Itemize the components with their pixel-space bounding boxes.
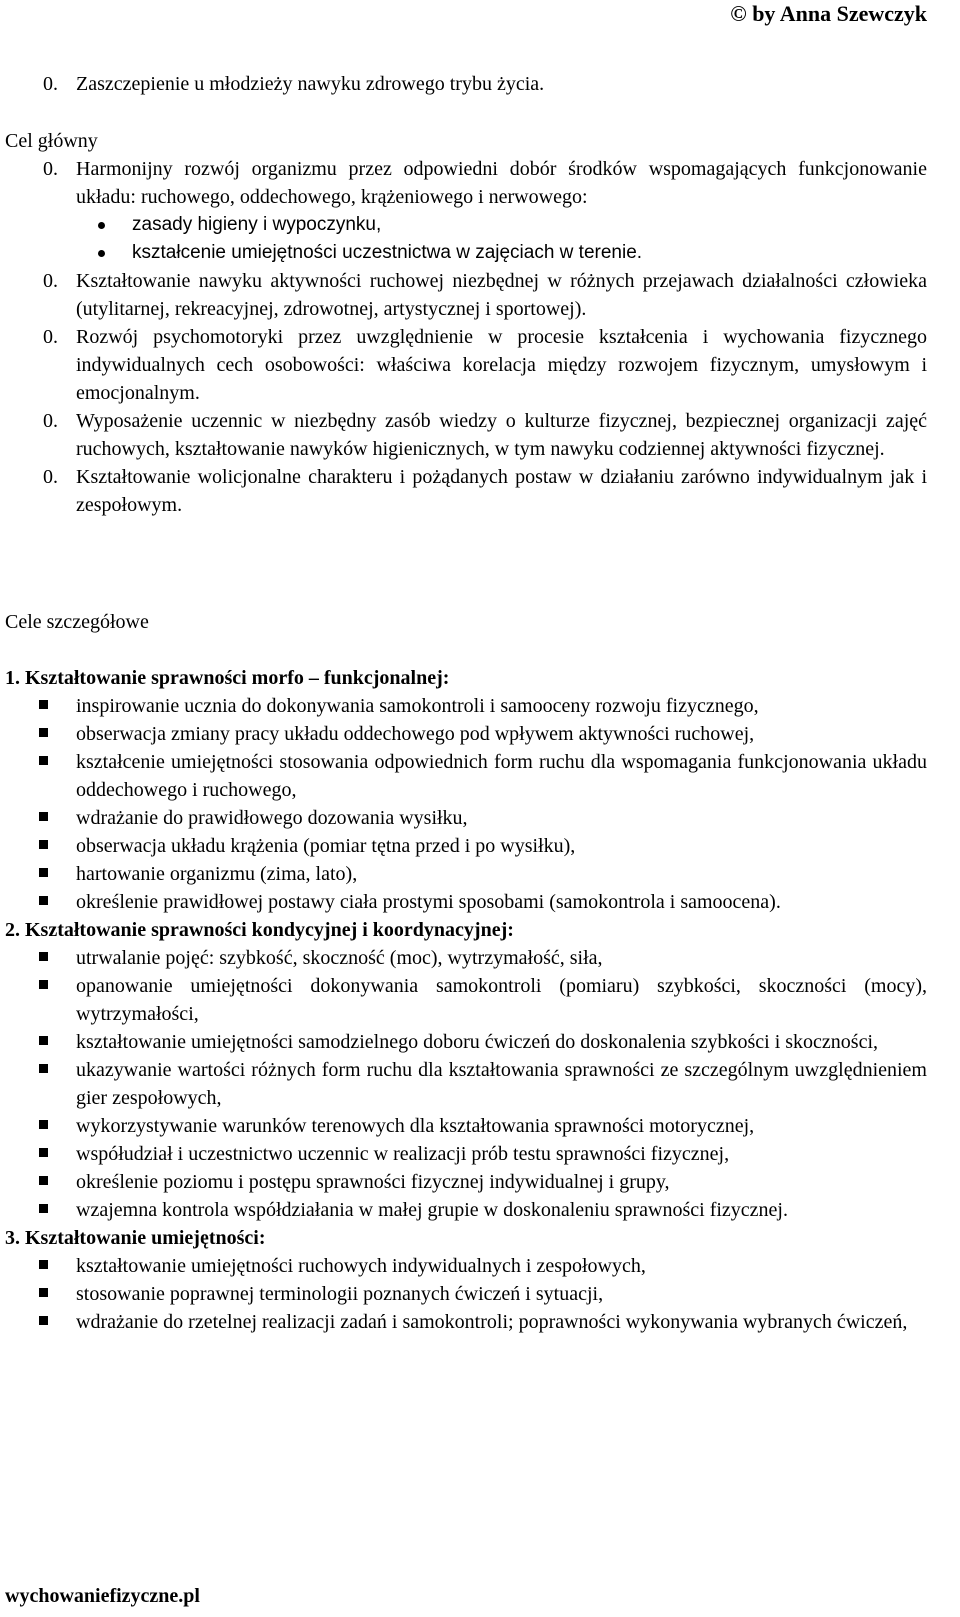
list-item	[5, 720, 927, 748]
list-item	[5, 832, 927, 860]
list-item-text: ukazywanie wartości różnych form ruchu dla kształtowania sprawności ze szczególnym uwzględnieniem gier zespołowych,	[76, 1059, 927, 1109]
list-item-text: wzajemna kontrola współdziałania w małej grupie w doskonaleniu sprawności fizycznej.	[76, 1199, 788, 1221]
copyright-credit: © by Anna Szewczyk	[730, 1, 927, 26]
list-item-text: kształcenie umiejętności stosowania odpowiednich form ruchu dla wspomagania funkcjonowania układu oddechowego i ruchowego,	[76, 751, 927, 801]
list-number: 0.	[43, 158, 58, 180]
section-title: 2. Kształtowanie sprawności kondycyjnej i koordynacyjnej:	[5, 919, 514, 941]
list-item-text: utrwalanie pojęć: szybkość, skoczność (moc), wytrzymałość, siła,	[76, 947, 603, 969]
list-item	[5, 211, 927, 239]
square-bullet-icon	[39, 1064, 48, 1073]
list-item	[5, 1140, 927, 1168]
square-bullet-icon	[39, 1288, 48, 1297]
list-item-text: kształtowanie umiejętności samodzielnego doboru ćwiczeń do doskonalenia szybkości i skoczności,	[76, 1031, 879, 1053]
bullet-list	[5, 211, 927, 267]
square-bullet-list	[5, 692, 927, 916]
list-item	[5, 860, 927, 888]
list-number: 0.	[43, 410, 58, 432]
list-item	[5, 239, 927, 267]
square-bullet-icon	[39, 812, 48, 821]
main-goal-item-text: Kształtowanie nawyku aktywności ruchowej niezbędnej w różnych przejawach działalności człowieka (utylitarnej, rekreacyjnej, zdrowotnej, artystycznej i sportowej).	[76, 270, 927, 320]
square-bullet-icon	[39, 896, 48, 905]
square-bullet-icon	[39, 1148, 48, 1157]
list-number: 0.	[43, 466, 58, 488]
square-bullet-icon	[39, 1204, 48, 1213]
list-item-text: kształcenie umiejętności uczestnictwa w zajęciach w terenie.	[132, 242, 643, 263]
square-bullet-icon	[39, 728, 48, 737]
square-bullet-icon	[39, 1260, 48, 1269]
list-item-text: określenie poziomu i postępu sprawności fizycznej indywidualnej i grupy,	[76, 1171, 670, 1193]
main-goal-heading: Cel główny	[5, 130, 98, 152]
list-item-text: obserwacja układu krążenia (pomiar tętna przed i po wysiłku),	[76, 835, 576, 857]
square-bullet-icon	[39, 1036, 48, 1045]
square-bullet-list	[5, 944, 927, 1224]
list-item	[5, 944, 927, 972]
main-goal-item	[5, 155, 927, 211]
list-item-text: zasady higieny i wypoczynku,	[132, 214, 382, 235]
list-item	[5, 1196, 927, 1224]
list-number: 0.	[43, 73, 58, 95]
bullet-icon	[98, 250, 105, 257]
specific-goals-heading: Cele szczegółowe	[5, 611, 149, 633]
list-item-text: stosowanie poprawnej terminologii poznanych ćwiczeń i sytuacji,	[76, 1283, 604, 1305]
intro-item	[5, 70, 960, 98]
list-item	[5, 1280, 927, 1308]
square-bullet-icon	[39, 756, 48, 765]
list-item	[5, 1308, 927, 1336]
square-bullet-icon	[39, 868, 48, 877]
main-goal-item	[5, 463, 927, 519]
list-item	[5, 972, 927, 1028]
main-goal-section	[5, 127, 927, 519]
list-item-text: obserwacja zmiany pracy układu oddechowego pod wpływem aktywności ruchowej,	[76, 723, 755, 745]
square-bullet-icon	[39, 1120, 48, 1129]
list-item	[5, 804, 927, 832]
list-item	[5, 1028, 927, 1056]
list-item-text: wdrażanie do prawidłowego dozowania wysiłku,	[76, 807, 468, 829]
footer-site: wychowaniefizyczne.pl	[5, 1585, 200, 1607]
square-bullet-icon	[39, 980, 48, 989]
list-item-text: kształtowanie umiejętności ruchowych indywidualnych i zespołowych,	[76, 1255, 646, 1277]
list-item	[5, 1056, 927, 1112]
list-item-text: wykorzystywanie warunków terenowych dla kształtowania sprawności motorycznej,	[76, 1115, 755, 1137]
main-goal-item-text: Kształtowanie wolicjonalne charakteru i pożądanych postaw w działaniu zarówno indywidualnym jak i zespołowym.	[76, 466, 927, 516]
list-item	[5, 1112, 927, 1140]
main-goal-item	[5, 323, 927, 407]
square-bullet-list	[5, 1252, 927, 1336]
square-bullet-icon	[39, 1176, 48, 1185]
intro-text: Zaszczepienie u młodzieży nawyku zdrowego trybu życia.	[76, 73, 545, 95]
main-goal-item-text: Harmonijny rozwój organizmu przez odpowiedni dobór środków wspomagających funkcjonowanie układu: ruchowego, oddechowego, krążeniowego i nerwowego:	[76, 158, 927, 208]
section-title: 1. Kształtowanie sprawności morfo – funkcjonalnej:	[5, 667, 450, 689]
main-goal-item-text: Rozwój psychomotoryki przez uwzględnienie w procesie kształcenia i wychowania fizycznego indywidualnych cech osobowości: właściwa korelacja między rozwojem fizycznym, umysłowym i emocjonalnym.	[76, 326, 927, 404]
list-item-text: opanowanie umiejętności dokonywania samokontroli (pomiaru) szybkości, skoczności (mocy), wytrzymałości,	[76, 975, 927, 1025]
list-item	[5, 1168, 927, 1196]
square-bullet-icon	[39, 952, 48, 961]
main-goal-item-text: Wyposażenie uczennic w niezbędny zasób wiedzy o kulturze fizycznej, bezpiecznej organizacji zajęć ruchowych, kształtowanie nawyków higienicznych, w tym nawyku codziennej aktywności fizycznej.	[76, 410, 927, 460]
square-bullet-icon	[39, 700, 48, 709]
list-number: 0.	[43, 326, 58, 348]
section-title: 3. Kształtowanie umiejętności:	[5, 1227, 266, 1249]
list-item-text: wdrażanie do rzetelnej realizacji zadań i samokontroli; poprawności wykonywania wybranych ćwiczeń,	[76, 1311, 908, 1333]
list-item-text: hartowanie organizmu (zima, lato),	[76, 863, 358, 885]
list-item-text: inspirowanie ucznia do dokonywania samokontroli i samooceny rozwoju fizycznego,	[76, 695, 759, 717]
list-item	[5, 1252, 927, 1280]
list-item	[5, 748, 927, 804]
main-goal-item	[5, 267, 927, 323]
specific-goals-section	[5, 608, 927, 1336]
main-goal-item	[5, 407, 927, 463]
bullet-icon	[98, 222, 105, 229]
list-item-text: określenie prawidłowej postawy ciała prostymi sposobami (samokontrola i samoocena).	[76, 891, 781, 913]
list-item	[5, 888, 927, 916]
square-bullet-icon	[39, 1316, 48, 1325]
square-bullet-icon	[39, 840, 48, 849]
list-number: 0.	[43, 270, 58, 292]
list-item-text: współudział i uczestnictwo uczennic w realizacji prób testu sprawności fizycznej,	[76, 1143, 730, 1165]
list-item	[5, 692, 927, 720]
